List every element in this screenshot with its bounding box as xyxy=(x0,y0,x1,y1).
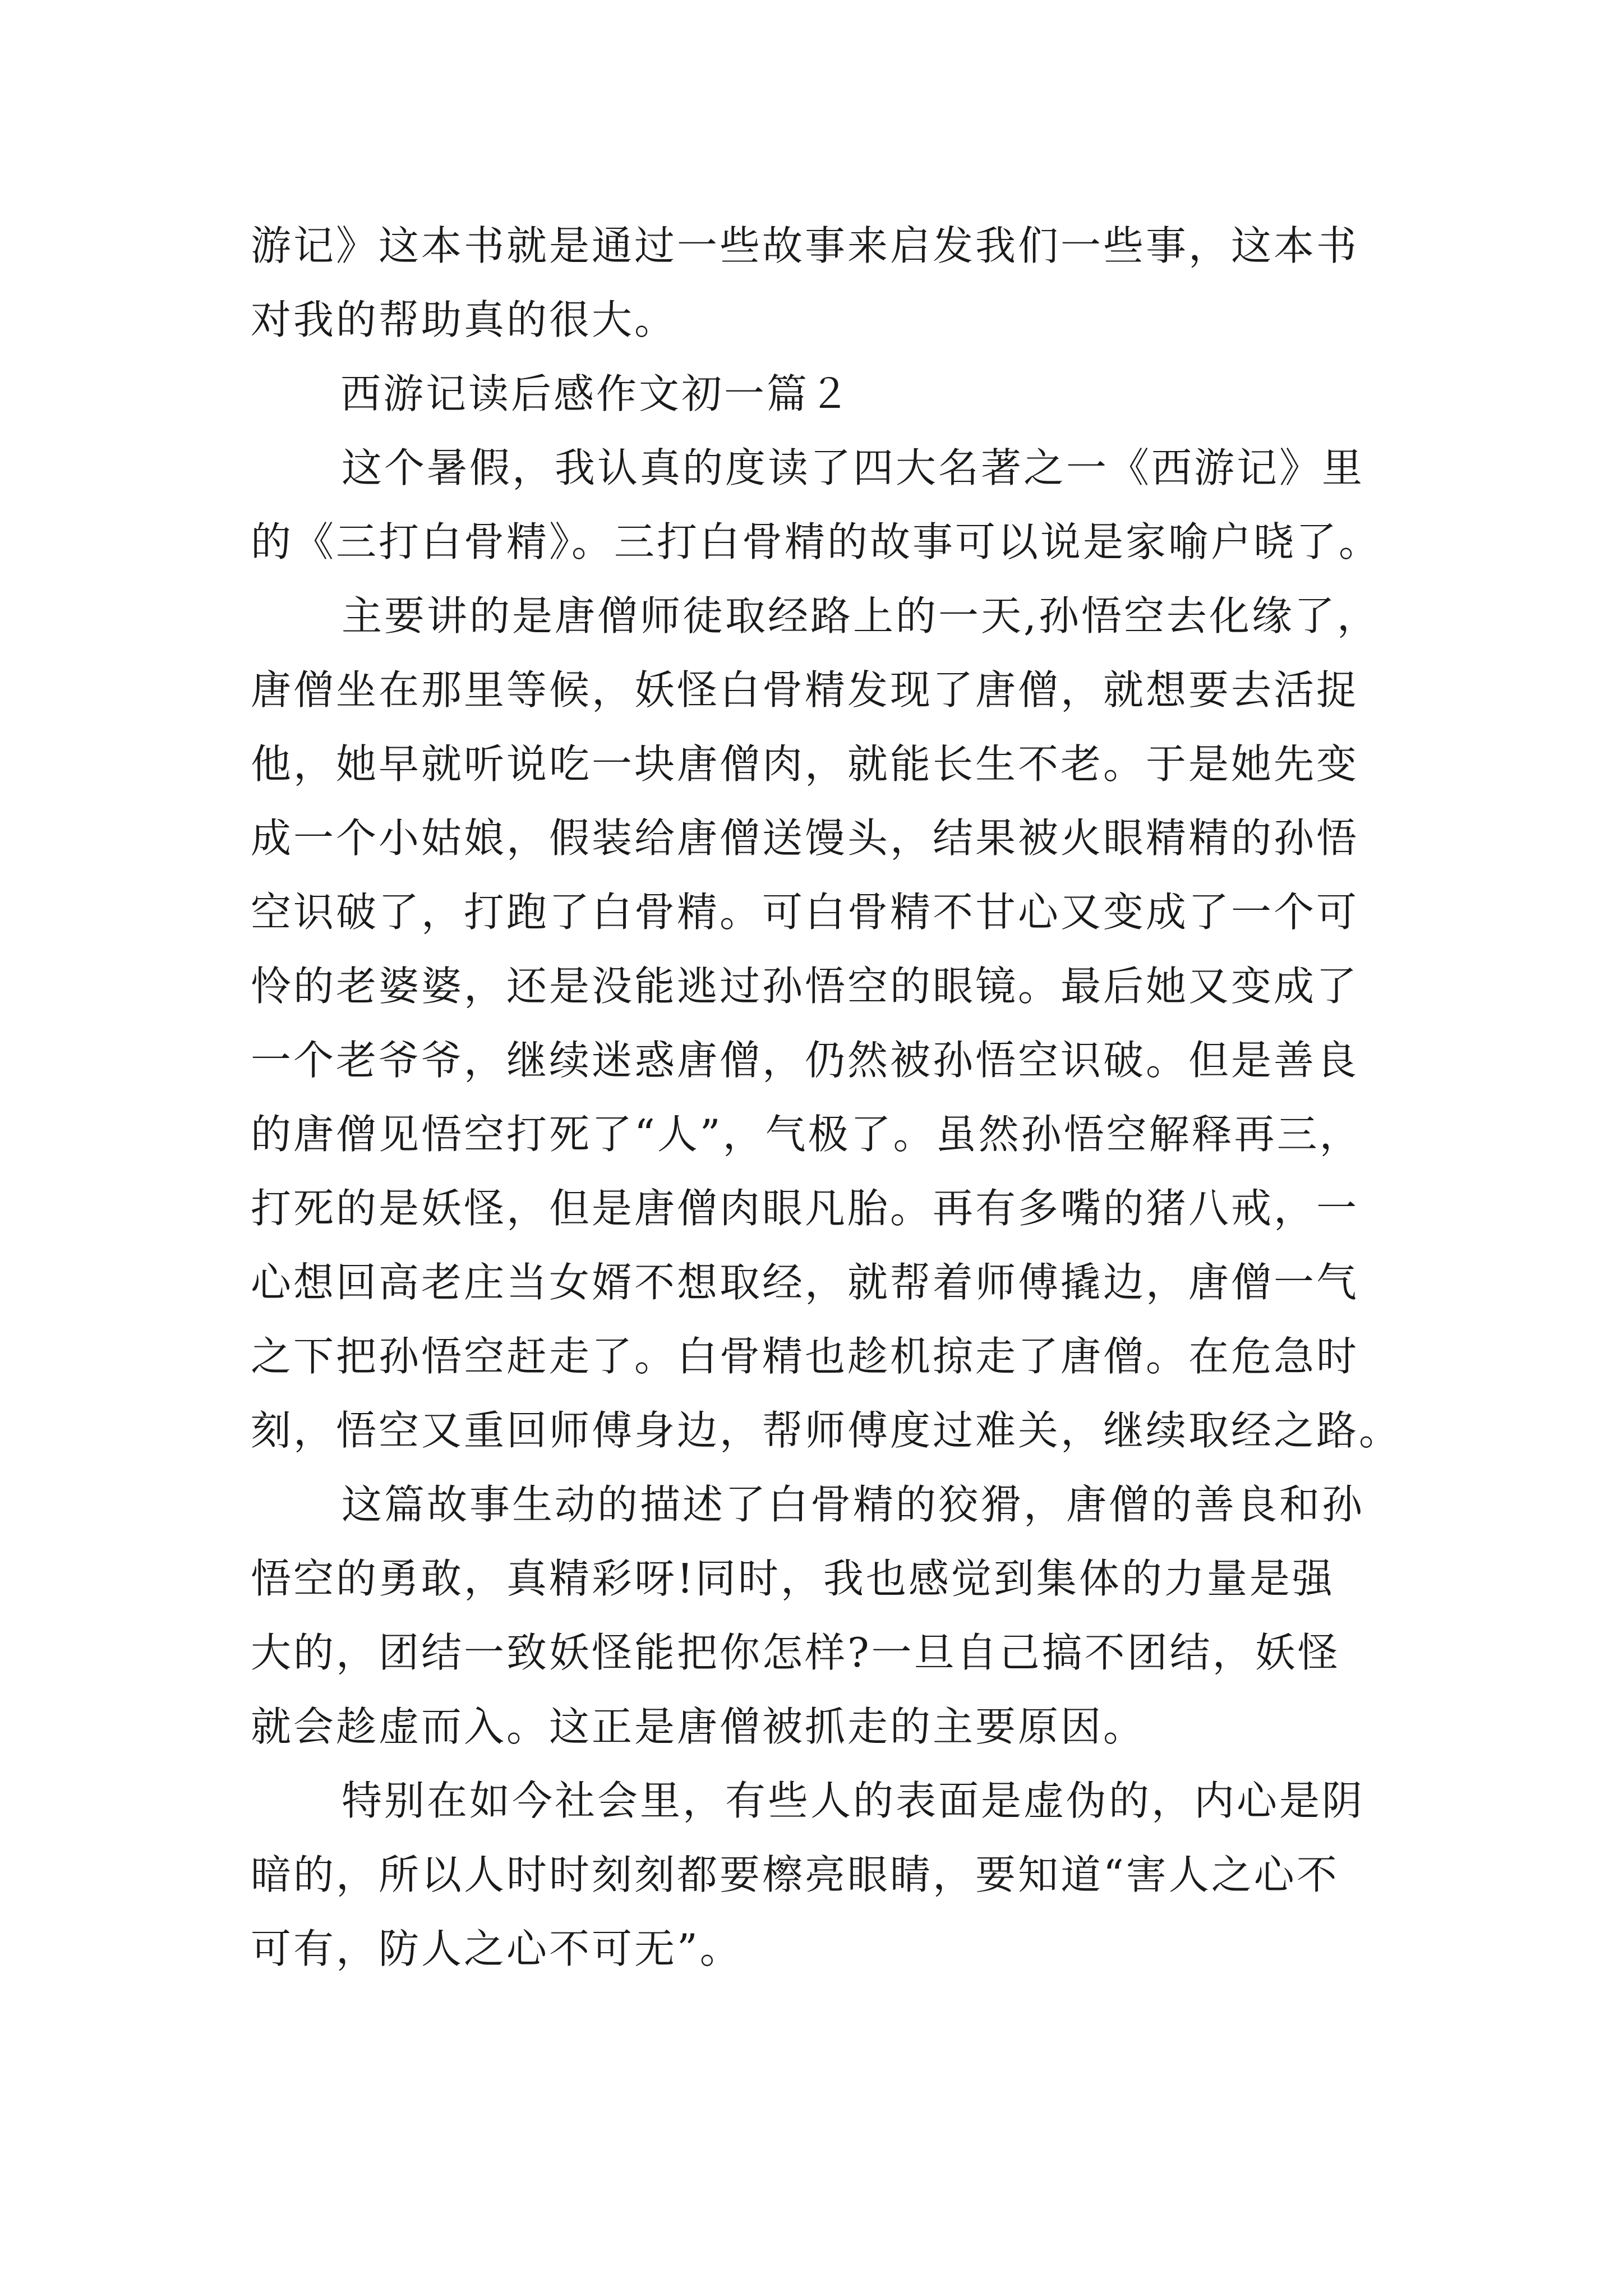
text-line: 怜的老婆婆，还是没能逃过孙悟空的眼镜。最后她又变成了 xyxy=(251,963,1359,1010)
text-line: 大的，团结一致妖怪能把你怎样?一旦自己搞不团结，妖怪 xyxy=(251,1629,1340,1676)
text-line: 这个暑假，我认真的度读了四大名著之一《西游记》里 xyxy=(342,444,1365,491)
text-line: 成一个小姑娘，假装给唐僧送馒头，结果被火眼精精的孙悟 xyxy=(251,815,1359,862)
text-line: 一个老爷爷，继续迷惑唐僧，仍然被孙悟空识破。但是善良 xyxy=(251,1037,1359,1084)
text-line: 悟空的勇敢，真精彩呀!同时，我也感觉到集体的力量是强 xyxy=(251,1555,1335,1602)
text-line: 对我的帮助真的很大。 xyxy=(251,296,677,343)
text-line: 刻，悟空又重回师傅身边，帮师傅度过难关，继续取经之路。 xyxy=(251,1407,1402,1454)
text-line: 的唐僧见悟空打死了“人”，气极了。虽然孙悟空解释再三， xyxy=(251,1111,1362,1158)
text-line: 空识破了，打跑了白骨精。可白骨精不甘心又变成了一个可 xyxy=(251,889,1359,936)
text-line: 唐僧坐在那里等候，妖怪白骨精发现了唐僧，就想要去活捉 xyxy=(251,666,1359,714)
text-line: 这篇故事生动的描述了白骨精的狡猾，唐僧的善良和孙 xyxy=(342,1481,1365,1528)
text-line: 他，她早就听说吃一块唐僧肉，就能长生不老。于是她先变 xyxy=(251,740,1359,788)
text-line: 心想回高老庄当女婿不想取经，就帮着师傅撬边，唐僧一气 xyxy=(251,1259,1359,1306)
text-line: 打死的是妖怪，但是唐僧肉眼凡胎。再有多嘴的猪八戒，一 xyxy=(251,1185,1359,1232)
section-heading: 西游记读后感作文初一篇２ xyxy=(340,370,852,417)
text-line: 的《三打白骨精》。三打白骨精的故事可以说是家喻户晓了。 xyxy=(251,518,1382,565)
text-line: 游记》这本书就是通过一些故事来启发我们一些事，这本书 xyxy=(251,222,1359,269)
text-line: 主要讲的是唐僧师徒取经路上的一天,孙悟空去化缘了， xyxy=(342,592,1380,639)
document-body xyxy=(251,209,1402,1986)
text-line: 可有，防人之心不可无”。 xyxy=(251,1925,743,1972)
text-line: 就会趁虚而入。这正是唐僧被抓走的主要原因。 xyxy=(251,1703,1146,1750)
text-line: 特别在如今社会里，有些人的表面是虚伪的，内心是阴 xyxy=(342,1777,1365,1824)
text-line: 之下把孙悟空赶走了。白骨精也趁机掠走了唐僧。在危急时 xyxy=(251,1333,1359,1380)
text-line: 暗的，所以人时时刻刻都要檫亮眼睛，要知道“害人之心不 xyxy=(251,1851,1339,1898)
